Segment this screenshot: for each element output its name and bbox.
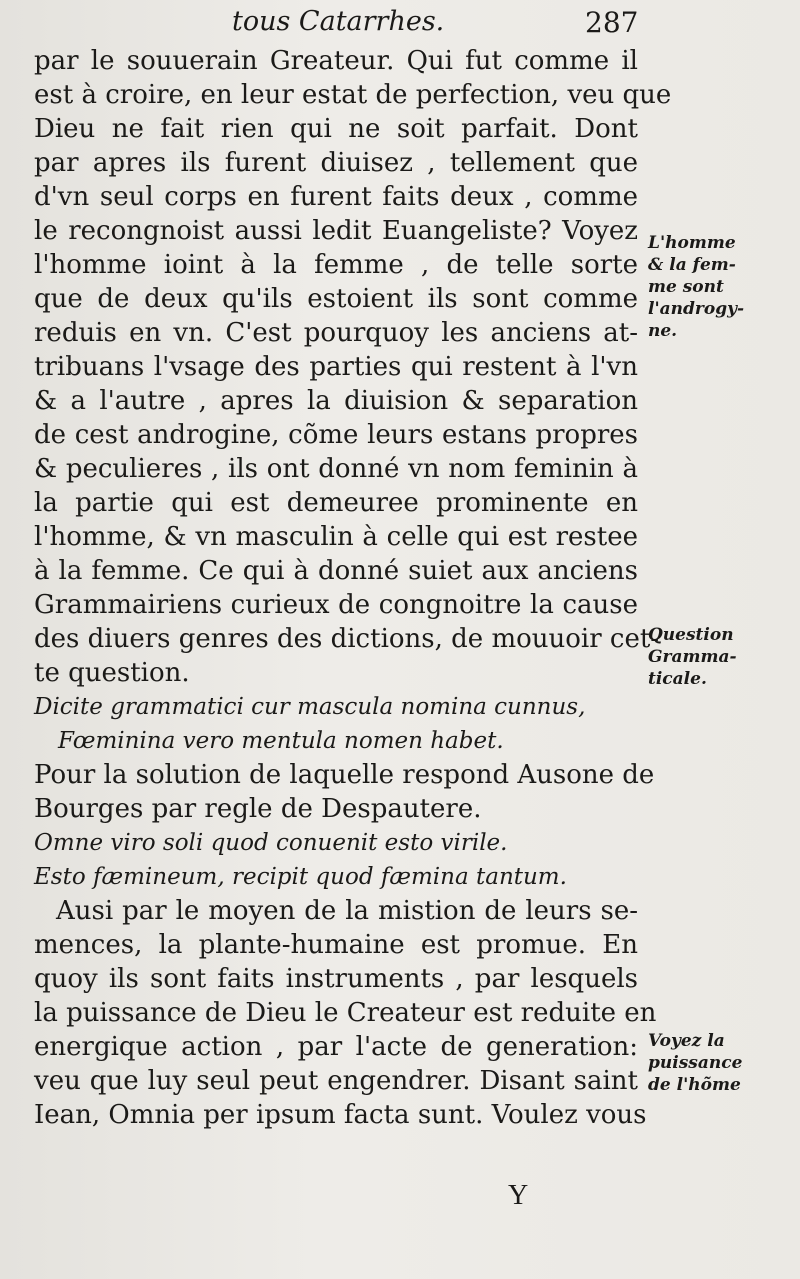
signature-mark: Y [508, 1180, 529, 1211]
text-line: à la femme. Ce qui à donné suiet aux anciens [34, 556, 638, 586]
text-line: & peculieres , ils ont donné vn nom feminin à [34, 454, 638, 484]
text-line: energique action , par l'acte de generation: [34, 1032, 638, 1062]
text-line: la puissance de Dieu le Createur est reduite en [34, 998, 657, 1028]
text-line: l'homme ioint à la femme , de telle sorte [34, 250, 638, 280]
margin-note-puissance [648, 1030, 768, 1096]
verse-line: Omne viro soli quod conuenit esto virile. [34, 830, 508, 856]
text-line: veu que luy seul peut engendrer. Disant saint [34, 1066, 638, 1096]
margin-note-line: ne. [648, 321, 678, 341]
text-line: Iean, Omnia per ipsum facta sunt. Voulez vous [34, 1100, 647, 1130]
margin-note-line: ticale. [648, 669, 707, 689]
verse-line: Fœminina vero mentula nomen habet. [58, 728, 504, 754]
margin-note-line: l'androgy- [648, 299, 745, 319]
text-line: quoy ils sont faits instruments , par lesquels [34, 964, 638, 994]
text-line: le recongnoist aussi ledit Euangeliste? Voyez [34, 216, 638, 246]
margin-note-line: puissance [648, 1053, 743, 1073]
text-line: tribuans l'vsage des parties qui restent à l'vn [34, 352, 638, 382]
margin-note-line: Voyez la [648, 1031, 725, 1051]
text-line: & a l'autre , apres la diuision & separation [34, 386, 638, 416]
margin-note-line: & la fem- [648, 255, 736, 275]
text-line: mences, la plante-humaine est promue. En [34, 930, 638, 960]
text-line: reduis en vn. C'est pourquoy les anciens at- [34, 318, 638, 348]
running-head [0, 6, 800, 42]
body-text [34, 44, 672, 1132]
text-line: d'vn seul corps en furent faits deux , comme [34, 182, 638, 212]
text-line: par apres ils furent diuisez , tellement que [34, 148, 638, 178]
margin-note-line: Question [648, 625, 734, 645]
page-number: 287 [585, 6, 639, 39]
text-line: que de deux qu'ils estoient ils sont comme [34, 284, 638, 314]
text-line: Ausi par le moyen de la mistion de leurs se- [56, 896, 638, 926]
margin-note-line: Gramma- [648, 647, 737, 667]
margin-note-line: me sont [648, 277, 724, 297]
text-line: la partie qui est demeuree prominente en [34, 488, 638, 518]
text-line: te question. [34, 658, 190, 688]
margin-note-androgyne [648, 232, 768, 342]
text-line: de cest androgine, cõme leurs estans propres [34, 420, 638, 450]
verse-line: Esto fæmineum, recipit quod fæmina tantum. [34, 864, 567, 890]
text-line: par le souuerain Greateur. Qui fut comme il [34, 46, 638, 76]
margin-note-line: de l'hõme [648, 1075, 741, 1095]
text-line: des diuers genres des dictions, de mouuoir cet- [34, 624, 660, 654]
text-line: Bourges par regle de Despautere. [34, 794, 482, 824]
text-line: Grammairiens curieux de congnoitre la cause [34, 590, 638, 620]
text-line: est à croire, en leur estat de perfection, veu que [34, 80, 672, 110]
text-line: l'homme, & vn masculin à celle qui est restee [34, 522, 638, 552]
margin-note-line: L'homme [648, 233, 736, 253]
text-line: Dieu ne fait rien qui ne soit parfait. Dont [34, 114, 638, 144]
running-title: tous Catarrhes. [232, 6, 445, 37]
margin-note-question [648, 624, 768, 690]
verse-line: Dicite grammatici cur mascula nomina cunnus, [34, 694, 586, 720]
text-line: Pour la solution de laquelle respond Ausone de [34, 760, 655, 790]
